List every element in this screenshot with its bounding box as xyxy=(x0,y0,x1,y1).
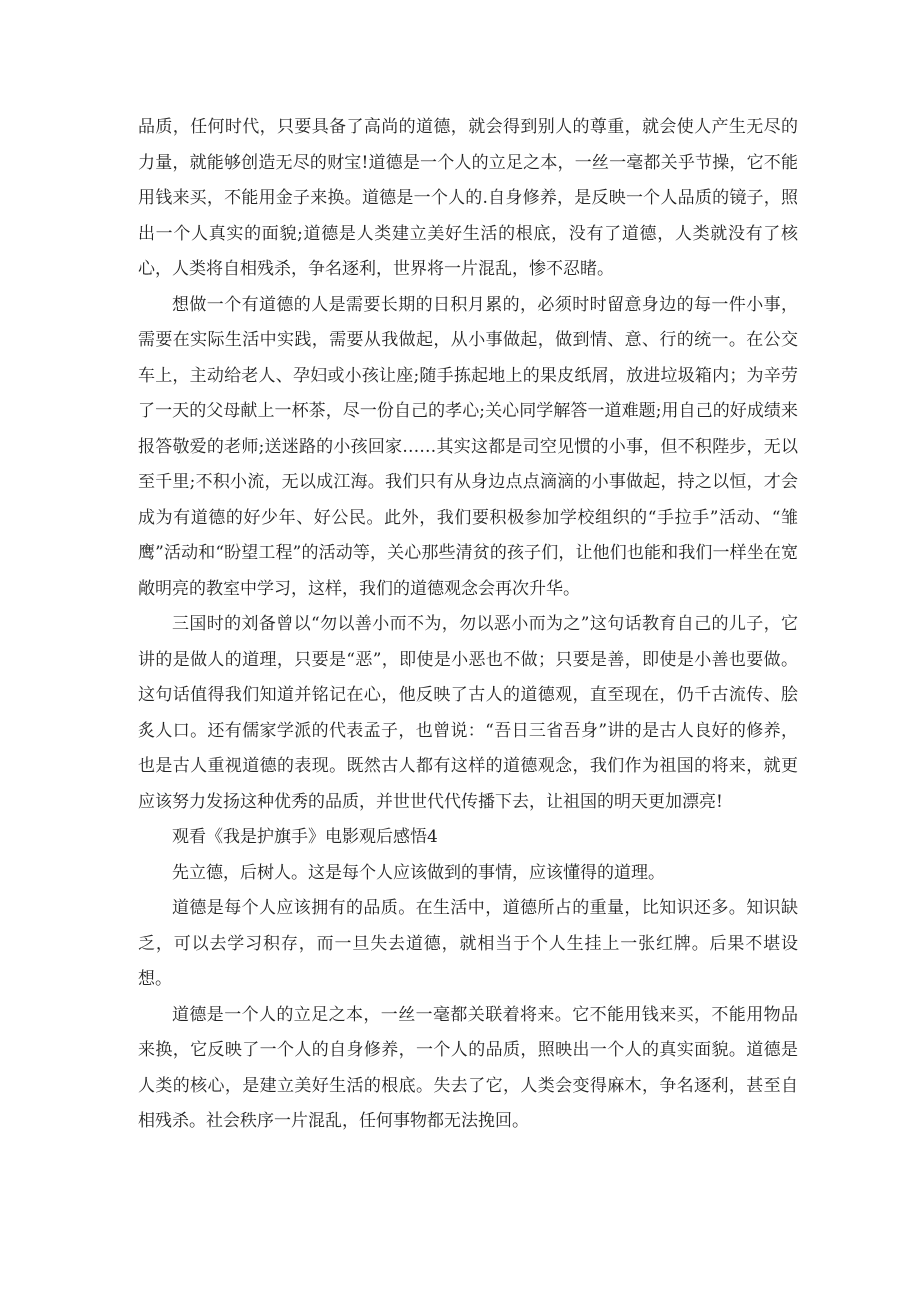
paragraph-moral-practice: 想做一个有道德的人是需要长期的日积月累的，必须时时留意身边的每一件小事，需要在实际生活中实践，需要从我做起，从小事做起，做到情、意、行的统一。在公交车上，主动给老人、孕妇或小孩让座;随手拣起地上的果皮纸屑，放进垃圾箱内；为辛劳了一天的父母献上一杯茶，尽一份自己的孝心;关心同学解答一道难题;用自己的好成绩来报答敬爱的老师;送迷路的小孩回家……其实这都是司空见惯的小事，但不积陛步，无以至千里;不积小流，无以成江海。我们只有从身边点点滴滴的小事做起，持之以恒，才会成为有道德的好少年、好公民。此外，我们要积极参加学校组织的“手拉手”活动、“雏鹰”活动和“盼望工程”的活动等，关心那些清贫的孩子们，让他们也能和我们一样坐在宽敞明亮的教室中学习，这样，我们的道德观念会再次升华。 xyxy=(138,294,798,599)
paragraph-moral-quality: 道德是每个人应该拥有的品质。在生活中，道德所占的重量，比知识还多。知识缺乏，可以去学习积存，而一旦失去道德，就相当于个人生挂上一张红牌。后果不堪设想。 xyxy=(138,898,798,989)
paragraph-intro: 先立德，后树人。这是每个人应该做到的事情，应该懂得的道理。 xyxy=(172,862,665,883)
document-body xyxy=(138,110,798,1140)
paragraph-moral-foundation: 道德是一个人的立足之本，一丝一毫都关联着将来。它不能用钱来买，不能用物品来换，它反映了一个人的自身修养，一个人的品质，照映出一个人的真实面貌。道德是人类的核心，是建立美好生活的根底。失去了它，人类会变得麻木，争名逐利，甚至自相残杀。社会秩序一片混乱，任何事物都无法挽回。 xyxy=(138,1004,798,1131)
paragraph-liu-bei: 三国时的刘备曾以“勿以善小而不为，勿以恶小而为之”这句话教育自己的儿子，它讲的是做人的道理，只要是“恶”，即使是小恶也不做；只要是善，即使是小善也要做。这句话值得我们知道并铭记在心，他反映了古人的道德观，直至现在，仍千古流传、脍炙人口。还有儒家学派的代表孟子，也曾说：“吾日三省吾身”讲的是古人良好的修养，也是古人重视道德的表现。既然古人都有这样的道德观念，我们作为祖国的将来，就更应该努力发扬这种优秀的品质，并世世代代传播下去，让祖国的明天更加漂亮! xyxy=(138,614,798,812)
section-heading: 观看《我是护旗手》电影观后感悟4 xyxy=(172,827,438,847)
paragraph-continuation: 品质，任何时代，只要具备了高尚的道德，就会得到别人的尊重，就会使人产生无尽的力量，就能够创造无尽的财宝!道德是一个人的立足之本，一丝一毫都关乎节操，它不能用钱来买，不能用金子来换。道德是一个人的.自身修养，是反映一个人品质的镜子，照出一个人真实的面貌;道德是人类建立美好生活的根底，没有了道德，人类就没有了核心，人类将自相残杀，争名逐利，世界将一片混乱，惨不忍睹。 xyxy=(138,117,798,279)
